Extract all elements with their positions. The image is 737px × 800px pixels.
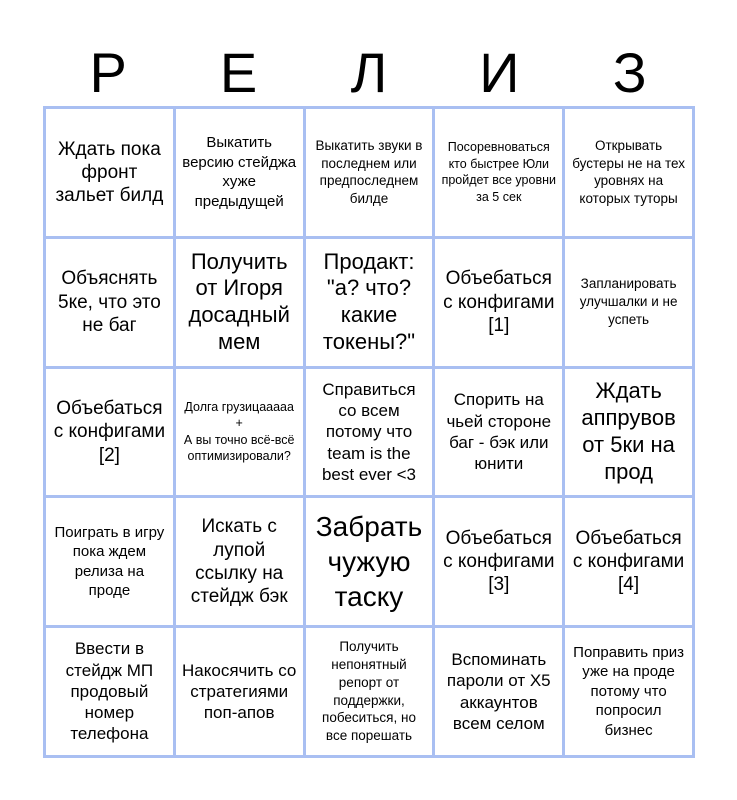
- bingo-cell[interactable]: Продакт: "а? что? какие токены?": [306, 239, 433, 366]
- bingo-cell[interactable]: Справиться со всем потому что team is the best ever <3: [306, 369, 433, 496]
- bingo-cell[interactable]: Долга грузицааааа + А вы точно всё-всё оптимизировали?: [176, 369, 303, 496]
- bingo-cell[interactable]: Выкатить версию стейджа хуже предыдущей: [176, 109, 303, 236]
- bingo-cell[interactable]: Искать с лупой ссылку на стейдж бэк: [176, 498, 303, 625]
- title-letter: З: [612, 41, 647, 104]
- bingo-cell[interactable]: Получить от Игоря досадный мем: [176, 239, 303, 366]
- bingo-title: [43, 38, 695, 108]
- bingo-cell[interactable]: Посоревноваться кто быстрее Юли пройдет все уровни за 5 сек: [435, 109, 562, 236]
- bingo-cell[interactable]: Запланировать улучшалки и не успеть: [565, 239, 692, 366]
- bingo-cell[interactable]: Спорить на чьей стороне баг - бэк или юнити: [435, 369, 562, 496]
- bingo-cell[interactable]: Выкатить звуки в последнем или предпоследнем билде: [306, 109, 433, 236]
- bingo-cell[interactable]: Объебаться с конфигами [3]: [435, 498, 562, 625]
- bingo-cell[interactable]: Забрать чужую таску: [306, 498, 433, 625]
- title-letter: Е: [219, 41, 258, 104]
- title-letter: И: [479, 41, 520, 104]
- bingo-board: [43, 106, 695, 758]
- bingo-cell[interactable]: Ввести в стейдж МП продовый номер телефона: [46, 628, 173, 755]
- bingo-cell[interactable]: Объяснять 5ке, что это не баг: [46, 239, 173, 366]
- bingo-cell[interactable]: Объебаться с конфигами [4]: [565, 498, 692, 625]
- bingo-cell[interactable]: Вспоминать пароли от X5 аккаунтов всем селом: [435, 628, 562, 755]
- bingo-cell[interactable]: Объебаться с конфигами [2]: [46, 369, 173, 496]
- bingo-cell[interactable]: Накосячить со стратегиями поп-апов: [176, 628, 303, 755]
- title-letter: Л: [350, 41, 388, 104]
- bingo-cell[interactable]: Поправить приз уже на проде потому что попросил бизнес: [565, 628, 692, 755]
- bingo-cell[interactable]: Ждать пока фронт зальет билд: [46, 109, 173, 236]
- bingo-cell[interactable]: Получить непонятный репорт от поддержки, побеситься, но все порешать: [306, 628, 433, 755]
- bingo-cell[interactable]: Объебаться с конфигами [1]: [435, 239, 562, 366]
- bingo-cell[interactable]: Ждать аппрувов от 5ки на прод: [565, 369, 692, 496]
- bingo-cell[interactable]: Открывать бустеры не на тех уровнях на которых туторы: [565, 109, 692, 236]
- title-letter: Р: [89, 41, 127, 104]
- bingo-cell[interactable]: Поиграть в игру пока ждем релиза на проде: [46, 498, 173, 625]
